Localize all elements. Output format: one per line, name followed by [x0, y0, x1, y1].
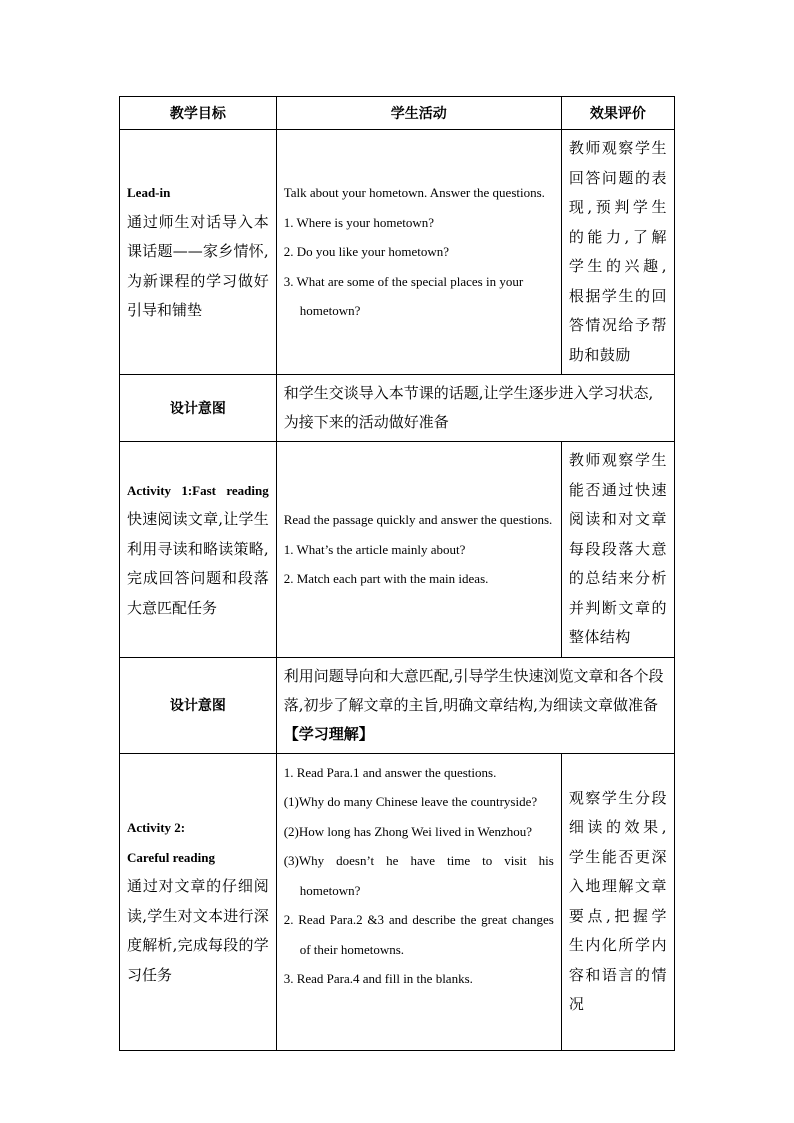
activity-question: 3. What are some of the special places in your hometown?: [283, 273, 524, 319]
activity-question: (1)Why do many Chinese leave the countryside?: [283, 794, 538, 809]
design-intent-label: 设计意图: [120, 657, 277, 753]
design-intent-label: 设计意图: [120, 375, 277, 442]
table-row-design-intent: [120, 657, 675, 753]
activity-question: 2. Do you like your hometown?: [283, 244, 450, 260]
design-intent-body: 利用问题导向和大意匹配,引导学生快速浏览文章和各个段落,初步了解文章的主旨,明确文章结构,为细读文章做准备: [283, 666, 664, 714]
table-row-careful-reading: [120, 753, 675, 1050]
activity-question: 1. What’s the article mainly about?: [283, 541, 466, 557]
objective-cell: [120, 130, 277, 375]
activity-question: 3. Read Para.4 and fill in the blanks.: [283, 971, 473, 986]
objective-title: Lead-in: [127, 185, 171, 201]
activity-question: 1. Read Para.1 and answer the questions.: [283, 764, 497, 780]
design-intent-cell: [276, 657, 674, 753]
design-intent-text: [284, 662, 667, 749]
evaluation-text: 观察学生分段细读的效果,学生能否更深入地理解文章要点,把握学生内化所学内容和语言的情况: [568, 788, 667, 1013]
header-evaluation: 效果评价: [561, 97, 674, 130]
activity-question: (2)How long has Zhong Wei lived in Wenzhou?: [283, 823, 533, 839]
header-row: [120, 97, 675, 130]
objective-desc: 通过对文章的仔细阅读,学生对文本进行深度解析,完成每段的学习任务: [127, 877, 269, 984]
evaluation-cell: [561, 753, 674, 1050]
evaluation-text: 教师观察学生能否通过快速阅读和对文章每段段落大意的总结来分析并判断文章的整体结构: [568, 451, 667, 646]
design-intent-tag: 【学习理解】: [283, 724, 374, 743]
activity-cell: [276, 442, 561, 658]
activity-question: (3)Why doesn’t he have time to visit his hometown?: [283, 853, 554, 898]
design-intent-cell: [276, 375, 674, 442]
activity-question: 2. Read Para.2 &3 and describe the great changes of their hometowns.: [283, 912, 554, 957]
activity-question: 1. Where is your hometown?: [283, 214, 435, 230]
header-activity: 学生活动: [276, 97, 561, 130]
table-row-lead-in: [120, 130, 675, 375]
lesson-plan-table: [119, 96, 675, 1051]
header-objective: 教学目标: [120, 97, 277, 130]
activity-cell: [276, 130, 561, 375]
objective-title: Activity 2: Careful reading: [127, 820, 215, 865]
table-row-fast-reading: [120, 442, 675, 658]
activity-intro: Talk about your hometown. Answer the questions.: [283, 185, 545, 201]
objective-cell: [120, 753, 277, 1050]
design-intent-text: 和学生交谈导入本节课的话题,让学生逐步进入学习状态,为接下来的活动做好准备: [283, 384, 654, 431]
objective-title: Activity 1:Fast reading: [127, 482, 269, 498]
table-row-design-intent: [120, 375, 675, 442]
objective-desc: 通过师生对话导入本课话题——家乡情怀,为新课程的学习做好引导和铺垫: [127, 212, 269, 320]
objective-cell: [120, 442, 277, 658]
activity-intro: Read the passage quickly and answer the questions.: [283, 512, 553, 527]
activity-question: 2. Match each part with the main ideas.: [283, 571, 489, 586]
objective-desc: 快速阅读文章,让学生利用寻读和略读策略,完成回答问题和段落大意匹配任务: [127, 510, 269, 617]
evaluation-text: 教师观察学生回答问题的表现,预判学生的能力,了解学生的兴趣,根据学生的回答情况给予帮助和鼓励: [568, 139, 667, 364]
evaluation-cell: [561, 130, 674, 375]
activity-cell: [276, 753, 561, 1050]
evaluation-cell: [561, 442, 674, 658]
